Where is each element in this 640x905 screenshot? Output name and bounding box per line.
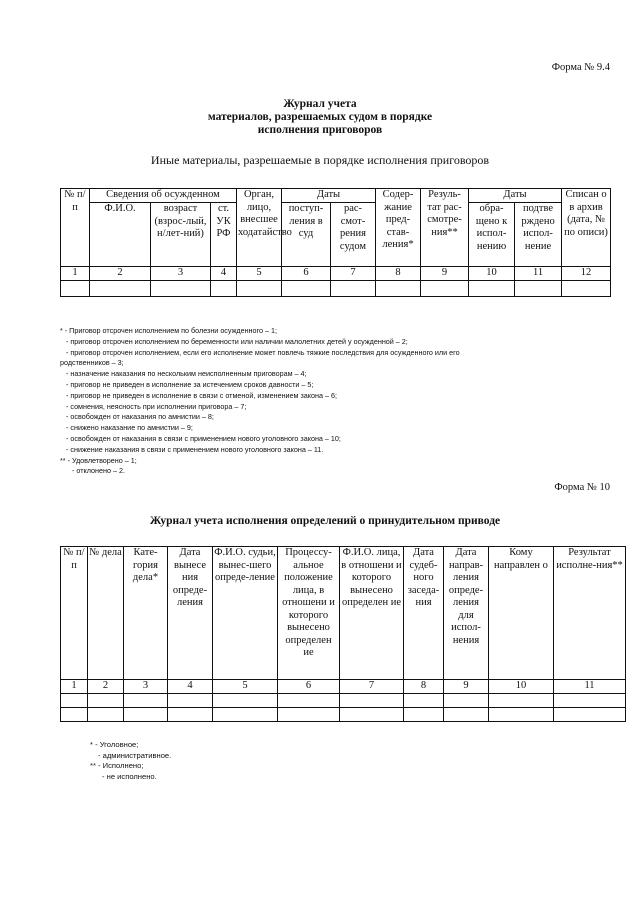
header-content: Содер-жание пред-став-ления* [376,189,421,267]
table-form-9-4 [60,188,611,297]
footnote-line: - административное. [98,750,172,760]
column-number: 9 [421,267,469,281]
header-issued: Дата вынесе ния опреде-ления [168,547,213,680]
column-number: 4 [168,680,213,694]
footnote-line: - отклонено – 2. [72,466,125,476]
footnote-line: - освобожден от наказания по амнистии – 8; [66,412,214,422]
footnote-line: - приговор не приведен в исполнение в связи с отменой, изменением закона – 6; [66,390,337,400]
column-number: 2 [90,267,151,281]
form-number-9-4: Форма № 9.4 [551,62,610,73]
header-applied: обра-щено к испол-нению [469,203,515,267]
column-number: 8 [376,267,421,281]
header-judge: Ф.И.О. судьи, вынес-шего опреде-ление [213,547,278,680]
footnote-double-star: ** - Удовлетворено – 1; [60,455,137,465]
column-number: 7 [331,267,376,281]
table-row [61,547,626,680]
footnote-line: - не исполнено. [102,771,157,781]
column-number: 11 [515,267,562,281]
column-number: 5 [237,267,282,281]
journal-title-10: Журнал учета исполнения определений о принудительном приводе [149,515,501,527]
column-number-row [61,267,611,281]
journal-subtitle-9-4: Иные материалы, разрешаемые в порядке исполнения приговоров [150,153,490,167]
table-row-empty [61,693,626,707]
header-result: Результат исполне-ния** [554,547,626,680]
column-number: 1 [61,267,90,281]
footnotes-9-4 [60,326,620,477]
table-row [61,203,611,267]
footnote-line: - приговор отсрочен исполнением по беременности или наличии малолетних детей у осужденной – 2; [66,336,408,346]
footnote-line: - снижено наказание по амнистии – 9; [66,423,193,433]
header-received: поступ-ления в суд [282,203,331,267]
column-number: 8 [404,680,444,694]
column-number: 6 [282,267,331,281]
header-fio: Ф.И.О. [90,203,151,267]
column-number: 12 [562,267,611,281]
header-status: Процессу-альное положение лица, в отношени и которого вынесено определен ие [278,547,340,680]
header-convict-info: Сведения об осужденном [90,189,237,203]
column-number: 5 [213,680,278,694]
header-case: № дела [88,547,124,680]
footnote-line: - приговор не приведен в исполнение за истечением сроков давности – 5; [66,379,314,389]
table-row-empty [61,707,626,721]
header-confirmed: подтве рждено испол-нение [515,203,562,267]
header-dates-2: Даты [469,189,562,203]
footnote-line: родственников – 3; [60,358,124,368]
title-line-1: Журнал учета [283,98,357,110]
column-number: 6 [278,680,340,694]
header-dates-1: Даты [282,189,376,203]
footnote-line: - сомнения, неясность при исполнении приговора – 7; [66,401,247,411]
column-number: 2 [88,680,124,694]
header-age: возраст (взрос-лый, н/лет-ний) [151,203,211,267]
header-person: Ф.И.О. лица, в отношени и которого вынесено определен ие [340,547,404,680]
footnotes-10 [90,740,390,782]
column-number: 10 [489,680,554,694]
column-number: 11 [554,680,626,694]
header-num: № п/п [61,189,90,267]
table-row [61,189,611,203]
column-number: 7 [340,680,404,694]
header-hearing: Дата судеб-ного заседа-ния [404,547,444,680]
header-article: ст. УК РФ [211,203,237,267]
column-number: 1 [61,680,88,694]
form-number-10: Форма № 10 [554,482,610,493]
journal-title-9-4 [130,98,510,137]
title-line-2: материалов, разрешаемых судом в порядке [207,111,433,123]
footnote-line: - приговор отсрочен исполнением, если его исполнение может повлечь тяжкие последствия для осужденного или его [66,347,460,357]
title-line-3: исполнения приговоров [257,124,383,136]
column-number: 9 [444,680,489,694]
column-number: 10 [469,267,515,281]
footnote-line: - назначение наказания по нескольким неисполненным приговорам – 4; [66,369,307,379]
column-number: 4 [211,267,237,281]
footnote-double-star: ** - Исполнено; [90,761,144,770]
header-sent: Дата направ-ления опреде-ления для испол-нения [444,547,489,680]
column-number-row [61,680,626,694]
column-number: 3 [124,680,168,694]
footnote-line: - освобожден от наказания в связи с применением нового уголовного закона – 10; [66,433,341,443]
footnote-star: * - Приговор отсрочен исполнением по болезни осужденного – 1; [60,326,277,335]
footnote-line: - снижение наказания в связи с применением нового уголовного закона – 11. [66,444,324,454]
table-form-10 [60,546,626,722]
header-result: Резуль-тат рас-смотре-ния** [421,189,469,267]
header-num: № п/п [61,547,88,680]
table-row-empty [61,280,611,296]
header-to-whom: Кому направлен о [489,547,554,680]
footnote-star: * - Уголовное; [90,740,139,749]
header-category: Кате-гория дела* [124,547,168,680]
header-written-off: Списан о в архив (дата, № по описи) [562,189,611,267]
column-number: 3 [151,267,211,281]
header-organ: Орган, лицо, внесшее ходатайство [237,189,282,267]
header-considered: рас-смот-рения судом [331,203,376,267]
